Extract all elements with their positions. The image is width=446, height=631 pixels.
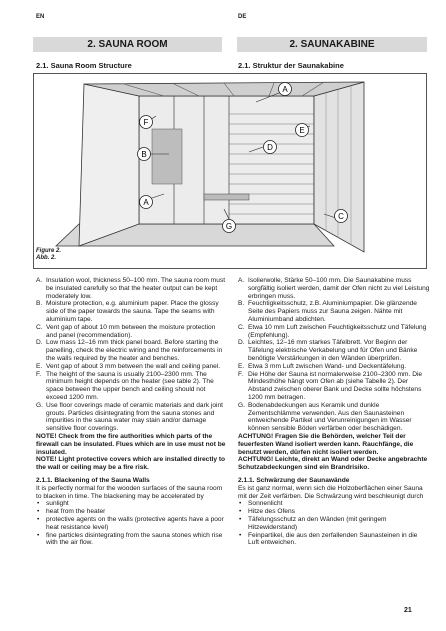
svg-text:G: G [225, 222, 233, 231]
figure-caption-en: Figure 2. [36, 248, 62, 254]
label-f [140, 116, 153, 129]
item-b-de: B. Feuchtigkeitsschutz, z.B. Aluminiumpapier. Die glänzende Seite des Papiers muss zur Sauna zeigen. Nähte mit Aluminiumband abdichten. [238, 300, 417, 323]
label-b [138, 148, 151, 161]
lang-de: DE [238, 14, 247, 20]
subheading-en: 2.1. Sauna Room Structure [36, 61, 132, 70]
label-c [335, 210, 348, 223]
item-c-de: C. Etwa 10 mm Luft zwischen Feuchtigkeitsschutz und Täfelung (Empfehlung). [238, 323, 427, 339]
note-covers-de: ACHTUNG! Leichte, direkt an Wand oder Decke angebrachte Schutzabdeckungen sind ein Brandrisiko. [238, 456, 428, 472]
item-c-en: C. Vent gap of about 10 mm between the moisture protection and panel (recommendation). [36, 323, 216, 339]
label-d [264, 141, 277, 154]
left-wall [79, 84, 139, 246]
item-a-en: A. Insulation wool, thickness 50–100 mm. The sauna room must be insulated carefully so that the heater output can be kept moderately low. [36, 277, 226, 300]
label-e [296, 124, 309, 137]
right-wall [314, 82, 364, 252]
item-f-de: F. Die Höhe der Sauna ist normalerweise 2100–2300 mm. Die Mindesthöhe hängt vom Ofen ab (siehe Tabelle 2). Der Abstand zwischen oberer Bank und Decke sollte höchstens 1200 mm betragen. [238, 370, 423, 401]
bullet-en: • fine particles disintegrating from the sauna stones which rise with the air flow. [36, 532, 228, 548]
svg-text:F: F [143, 118, 149, 127]
item-d-de: D. Leichtes, 12–16 mm starkes Täfelbrett. Vor Beginn der Täfelung elektrische Verkabelung und für Ofen und Bänke benötigte Verstärkungen in den Wänden überprüfen. [238, 339, 418, 362]
section-blackening-text-de: Es ist ganz normal, wenn sich die Holzoberflächen einer Sauna mit der Zeit verfärben. Die Schwärzung wird beschleunigt durch [238, 484, 424, 500]
item-g-en: G. Use floor coverings made of ceramic materials and dark joint grouts. Particles disintegrating from the sauna stones and impurities in the sauna water may stain and/or damage sensitive floor coverings. [36, 401, 224, 433]
item-d-en: D. Low mass 12–16 mm thick panel board. Before starting the panelling, check the electric wiring and the reinforcements in the walls required by the heater and benches. [36, 339, 223, 362]
column-en [36, 277, 228, 547]
svg-text:D: D [267, 143, 273, 152]
item-b-en: B. Moisture protection, e.g. aluminium paper. Place the glossy side of the paper towards the sauna. Tape the seams with aluminium tape. [36, 300, 219, 323]
svg-text:A: A [143, 198, 149, 207]
page-number: 21 [404, 607, 412, 614]
bullet-de: • Hitze des Ofens [238, 508, 430, 516]
section-blackening-text-en: It is perfectly normal for the wooden surfaces of the sauna room to blacken in time. The blackening may be accelerated by [36, 484, 223, 500]
column-de [238, 277, 430, 547]
item-e-de: E. Etwa 3 mm Luft zwischen Wand- und Deckentäfelung. [238, 362, 407, 370]
note-firewall-en: NOTE! Check from the fire authorities which parts of the firewall can be insulated. Flues which are in use must not be insulated. [36, 432, 226, 456]
svg-text:E: E [299, 126, 305, 135]
heading-en: 2. SAUNA ROOM [33, 37, 222, 52]
item-e-en: E. Vent gap of about 3 mm between the wall and ceiling panel. [36, 362, 221, 370]
bullet-de: • Feinpartikel, die aus den zerfallenden Saunasteinen in die Luft entweichen. [238, 532, 430, 548]
sauna-diagram [34, 74, 426, 268]
label-g [223, 220, 236, 233]
item-g-de: G. Bodenabdeckungen aus Keramik und dunkle Zementschlämme verwenden. Aus den Saunasteinen entweichende Partikel und Verunreinigungen im Wasser können sensible Böden verfärben oder beschädigen. [238, 401, 412, 433]
figure-sauna-structure [33, 73, 427, 269]
subheading-de: 2.1. Struktur der Saunakabine [238, 61, 344, 70]
label-a-left [140, 196, 153, 209]
figure-caption [36, 248, 61, 262]
section-blackening-title-de: 2.1.1. Schwärzung der Saunawände [238, 476, 350, 484]
svg-text:C: C [338, 212, 344, 221]
item-f-en: F. The height of the sauna is usually 2100–2300 mm. The minimum height depends on the heater (see table 2). The space between the upper bench and ceiling should not exceed 1200 mm. [36, 370, 214, 401]
bullet-en: • heat from the heater [36, 508, 228, 516]
figure-caption-de: Abb. 2. [36, 255, 57, 261]
item-a-de: A. Isolierwolle, Stärke 50–100 mm. Die Saunakabine muss sorgfältig isoliert werden, damit der Ofen nicht zu viel Leistung erbringen muss. [238, 277, 430, 300]
note-firewall-de: ACHTUNG! Fragen Sie die Behörden, welcher Teil der feuerfesten Wand isoliert werden kann. Rauchfänge, die benutzt werden, dürfen nicht isoliert werden. [238, 432, 414, 456]
bullet-en: • sunlight [36, 500, 228, 508]
heading-de: 2. SAUNAKABINE [237, 37, 427, 52]
bullet-de: • Täfelungsschutz an den Wänden (mit geringem Hitzewiderstand) [238, 516, 430, 532]
note-covers-en: NOTE! Light protective covers which are installed directly to the wall or ceiling may be a fire risk. [36, 456, 226, 472]
bench [204, 194, 249, 200]
svg-text:B: B [141, 150, 147, 159]
insulation-wool [152, 129, 182, 184]
bullet-de: • Sonnenlicht [238, 500, 430, 508]
label-a-top [279, 83, 292, 96]
lang-en: EN [36, 14, 45, 20]
svg-text:A: A [282, 85, 288, 94]
bullet-en: • protective agents on the walls (protective agents have a poor heat resistance level) [36, 516, 228, 532]
section-blackening-title-en: 2.1.1. Blackening of the Sauna Walls [36, 476, 150, 484]
